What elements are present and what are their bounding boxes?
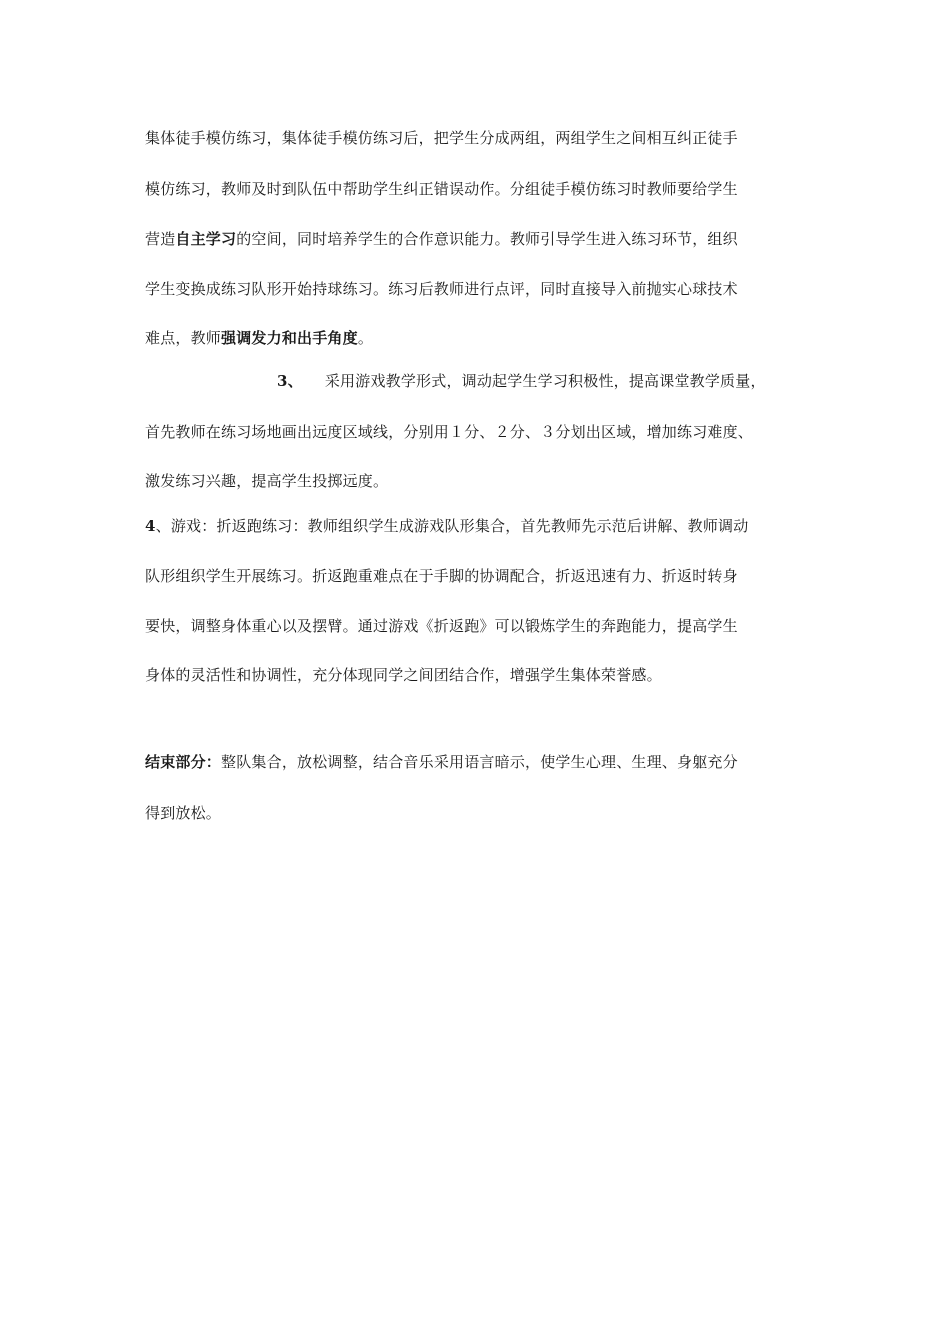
text: 难点，教师	[145, 329, 222, 347]
paragraph-1-line-5	[145, 328, 373, 348]
text: 集体徒手模仿练习，集体徒手模仿练习后，把学生分成两组，两组学生之间相互纠正徒手	[145, 129, 738, 147]
text: 的空间，同时培养学生的合作意识能力。教师引导学生进入练习环节，组织	[236, 230, 738, 248]
text: 采用游戏教学形式，调动起学生学习积极性，提高课堂教学质量，	[324, 372, 766, 390]
text: 。	[357, 329, 374, 347]
text: 得到放松。	[145, 804, 222, 822]
text: 、游戏：折返跑练习：教师组织学生成游戏队形集合，首先教师先示范后讲解、教师调动	[155, 517, 749, 535]
paragraph-4-line-2	[145, 803, 221, 823]
paragraph-4-line-1	[145, 752, 738, 772]
paragraph-1-line-2	[145, 179, 738, 199]
text: 营造	[145, 230, 176, 248]
paragraph-1-line-4	[145, 279, 738, 299]
text: 整队集合，放松调整，结合音乐采用语言暗示，使学生心理、生理、身躯充分	[221, 753, 738, 771]
text: 身体的灵活性和协调性，充分体现同学之间团结合作，增强学生集体荣誉感。	[145, 666, 662, 684]
text: 要快，调整身体重心以及摆臂。通过游戏《折返跑》可以锻炼学生的奔跑能力，提高学生	[145, 617, 738, 635]
paragraph-2-line-2	[145, 422, 753, 442]
paragraph-3-line-3	[145, 616, 738, 636]
paragraph-3-line-4	[145, 665, 662, 685]
bold-text: 强调发力和出手角度	[221, 329, 358, 347]
section-label: 结束部分：	[145, 753, 222, 771]
text: 首先教师在练习场地画出远度区域线，分别用１分、２分、３分划出区域，增加练习难度、	[145, 423, 754, 441]
list-number: 3、	[277, 372, 303, 390]
text: 队形组织学生开展练习。折返跑重难点在于手脚的协调配合，折返迅速有力、折返时转身	[145, 567, 738, 585]
paragraph-3-line-2	[145, 566, 738, 586]
text: 学生变换成练习队形开始持球练习。练习后教师进行点评，同时直接导入前抛实心球技术	[145, 280, 738, 298]
paragraph-1-line-3	[145, 229, 738, 249]
paragraph-3-line-1	[145, 516, 748, 536]
paragraph-1-line-1	[145, 128, 738, 148]
bold-text: 自主学习	[175, 230, 237, 248]
list-number: 4	[145, 517, 156, 535]
text: 模仿练习，教师及时到队伍中帮助学生纠正错误动作。分组徒手模仿练习时教师要给学生	[145, 180, 738, 198]
text: 激发练习兴趣，提高学生投掷远度。	[145, 472, 389, 490]
paragraph-2-line-1	[277, 371, 766, 391]
paragraph-2-line-3	[145, 471, 388, 491]
